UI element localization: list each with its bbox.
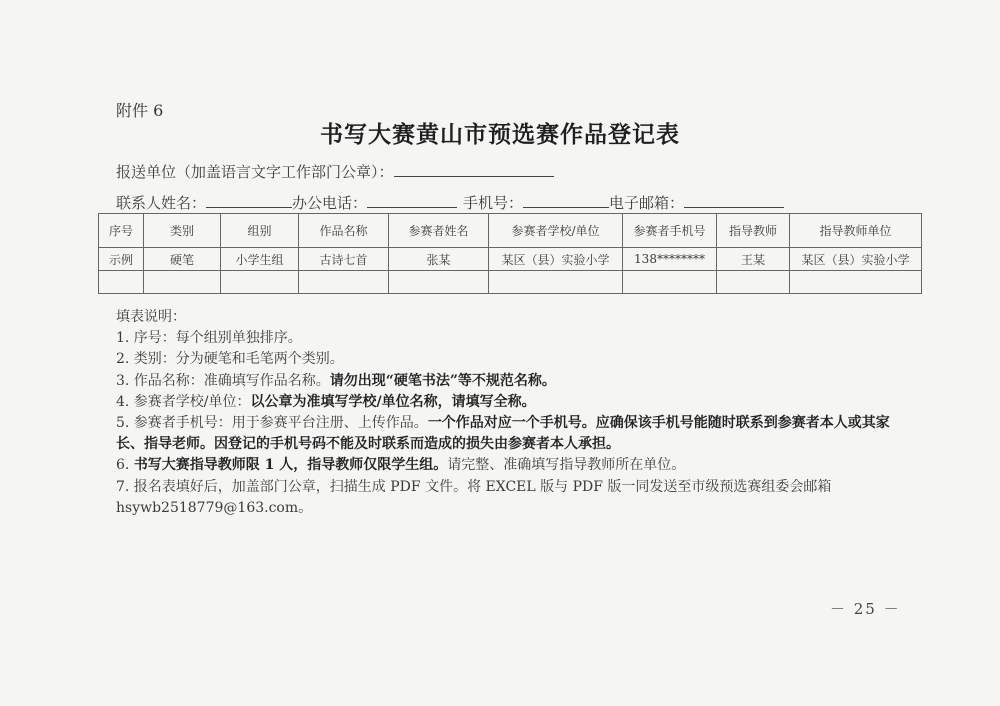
note-6 xyxy=(116,455,896,476)
table-cell: 示例 xyxy=(99,248,144,271)
note-5-emphasis: 一个作品对应一个手机号。应确保该手机号能随时联系到参赛者本人或其家长、指导老师。因登记的手机号码不能及时联系而造成的损失由参赛者本人承担。 xyxy=(116,415,890,453)
header-cell: 参赛者手机号 xyxy=(623,214,717,248)
attachment-label: 附件 6 xyxy=(116,101,164,120)
contact-label: 联系人姓名： xyxy=(116,194,207,212)
table-cell: 硬笔 xyxy=(144,248,221,271)
table-cell[interactable] xyxy=(99,271,144,294)
table-row-empty xyxy=(99,271,922,294)
mobile-blank[interactable] xyxy=(523,193,609,208)
table-cell[interactable] xyxy=(489,271,623,294)
note-3 xyxy=(116,371,896,392)
table-header-row xyxy=(99,214,922,248)
form-title: 书写大赛黄山市预选赛作品登记表 xyxy=(320,121,680,148)
contact-line xyxy=(116,192,784,213)
unit-line xyxy=(116,161,554,182)
instructions xyxy=(116,307,896,519)
header-cell: 指导教师 xyxy=(717,214,790,248)
table-cell[interactable] xyxy=(389,271,489,294)
email-label: 电子邮箱： xyxy=(609,194,685,212)
mobile-label: 手机号： xyxy=(463,194,524,212)
table-cell[interactable] xyxy=(144,271,221,294)
note-2: 2. 类别：分为硬笔和毛笔两个类别。 xyxy=(116,351,344,368)
table-cell: 古诗七首 xyxy=(299,248,389,271)
email-blank[interactable] xyxy=(684,193,784,208)
table-cell: 王某 xyxy=(717,248,790,271)
table-cell[interactable] xyxy=(299,271,389,294)
note-1: 1. 序号：每个组别单独排序。 xyxy=(116,330,302,347)
notes-heading: 填表说明： xyxy=(116,309,186,325)
table-row xyxy=(99,248,922,271)
note-6-text: 请完整、准确填写指导教师所在单位。 xyxy=(447,457,686,474)
header-cell: 组别 xyxy=(221,214,299,248)
header-cell: 类别 xyxy=(144,214,221,248)
note-5 xyxy=(116,413,896,455)
table-cell[interactable] xyxy=(790,271,922,294)
office-phone-blank[interactable] xyxy=(367,193,457,208)
header-cell: 参赛者姓名 xyxy=(389,214,489,248)
note-3-text: 3. 作品名称：准确填写作品名称。 xyxy=(116,372,330,389)
unit-blank[interactable] xyxy=(394,162,554,177)
page-number: － 25 － xyxy=(830,600,901,618)
header-cell: 指导教师单位 xyxy=(790,214,922,248)
note-4 xyxy=(116,392,896,413)
table-cell[interactable] xyxy=(221,271,299,294)
table-cell: 138******** xyxy=(623,248,717,271)
header-cell: 序号 xyxy=(99,214,144,248)
table-cell: 张某 xyxy=(389,248,489,271)
header-cell: 参赛者学校/单位 xyxy=(489,214,623,248)
note-3-emphasis: 请勿出现“硬笔书法”等不规范名称。 xyxy=(329,372,556,389)
table-cell: 某区（县）实验小学 xyxy=(489,248,623,271)
registration-table xyxy=(98,213,922,294)
table-cell: 某区（县）实验小学 xyxy=(790,248,922,271)
table-cell[interactable] xyxy=(623,271,717,294)
table-cell[interactable] xyxy=(717,271,790,294)
note-4-text: 4. 参赛者学校/单位： xyxy=(116,393,251,410)
note-7: 7. 报名表填好后，加盖部门公章，扫描生成 PDF 文件。将 EXCEL 版与 PDF 版一同发送至市级预选赛组委会邮箱 hsywb2518779@163.com。 xyxy=(116,478,832,516)
note-6-emphasis: 书写大赛指导教师限 1 人，指导教师仅限学生组。 xyxy=(133,457,448,474)
note-6-prefix: 6. xyxy=(116,457,134,474)
note-4-emphasis: 以公章为准填写学校/单位名称，请填写全称。 xyxy=(250,393,536,410)
note-5-text: 5. 参赛者手机号：用于参赛平台注册、上传作品。 xyxy=(116,415,428,432)
header-cell: 作品名称 xyxy=(299,214,389,248)
table-cell: 小学生组 xyxy=(221,248,299,271)
unit-label: 报送单位（加盖语言文字工作部门公章）： xyxy=(116,163,394,181)
office-phone-label: 办公电话： xyxy=(292,194,368,212)
contact-blank[interactable] xyxy=(206,193,292,208)
